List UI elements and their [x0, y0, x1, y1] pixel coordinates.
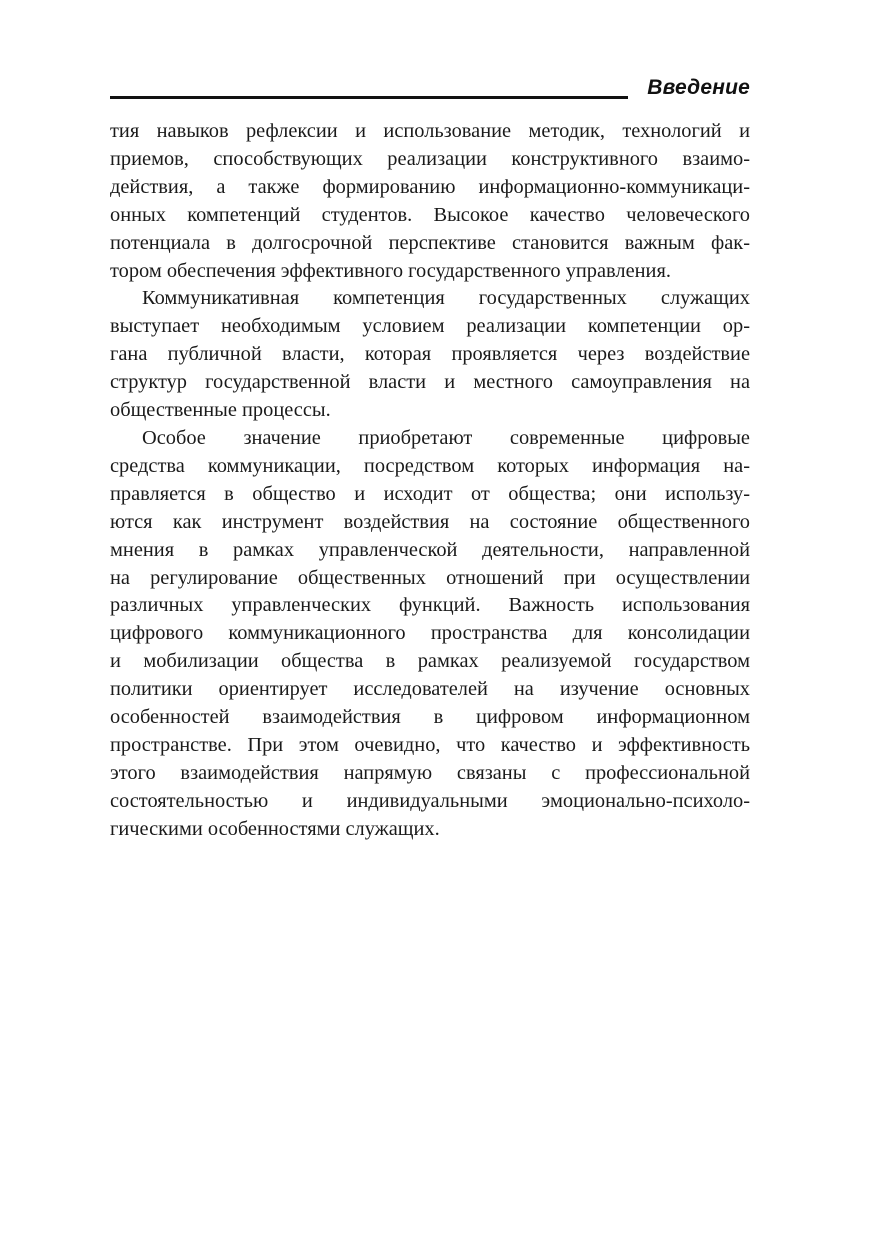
- text-line: Особое значение приобретают современные цифровые: [142, 426, 750, 449]
- text-line: структур государственной власти и местного самоуправления на: [110, 371, 750, 394]
- paragraph-3: [110, 425, 750, 844]
- text-line: ются как инструмент воздействия на состояние общественного: [110, 510, 750, 533]
- text-line: политики ориентирует исследователей на изучение основных: [110, 678, 750, 701]
- text-line: различных управленческих функций. Важность использования: [110, 594, 750, 617]
- text-line: потенциала в долгосрочной перспективе становится важным фак-: [110, 231, 750, 254]
- text-line: цифрового коммуникационного пространства для консолидации: [110, 622, 750, 645]
- text-line: средства коммуникации, посредством которых информация на-: [110, 454, 750, 477]
- paragraph-2: [110, 285, 750, 425]
- text-line: тия навыков рефлексии и использование методик, технологий и: [110, 120, 750, 142]
- text-line: мнения в рамках управленческой деятельности, направленной: [110, 538, 750, 561]
- text-line: приемов, способствующих реализации конструктивного взаимо-: [110, 147, 750, 170]
- body-text: [110, 118, 750, 844]
- section-title: Введение: [647, 76, 750, 99]
- text-line: правляется в общество и исходит от общества; они использу-: [110, 482, 750, 505]
- text-line: тором обеспечения эффективного государственного управления.: [110, 259, 671, 282]
- text-line: особенностей взаимодействия в цифровом информационном: [110, 706, 750, 729]
- header-rule: [110, 96, 628, 99]
- running-header: [110, 72, 750, 104]
- text-line: гическими особенностями служащих.: [110, 817, 440, 840]
- text-line: гана публичной власти, которая проявляется через воздействие: [110, 343, 750, 366]
- text-line: этого взаимодействия напрямую связаны с профессиональной: [110, 761, 750, 784]
- text-line: общественные процессы.: [110, 399, 331, 422]
- text-line: онных компетенций студентов. Высокое качество человеческого: [110, 203, 750, 226]
- text-line: действия, а также формированию информационно-коммуникаци-: [110, 175, 750, 198]
- text-line: пространстве. При этом очевидно, что качество и эффективность: [110, 733, 750, 756]
- text-line: состоятельностью и индивидуальными эмоционально-психоло-: [110, 789, 750, 812]
- text-line: выступает необходимым условием реализации компетенции ор-: [110, 315, 750, 338]
- text-line: Коммуникативная компетенция государственных служащих: [142, 287, 750, 310]
- text-line: на регулирование общественных отношений при осуществлении: [110, 566, 750, 589]
- text-line: и мобилизации общества в рамках реализуемой государством: [110, 650, 750, 673]
- paragraph-1: [110, 118, 750, 285]
